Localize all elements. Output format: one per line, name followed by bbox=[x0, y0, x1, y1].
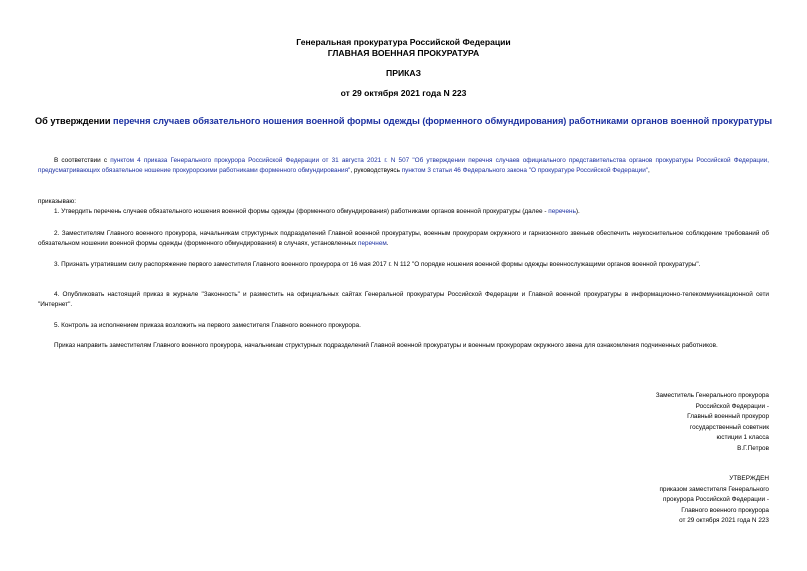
signature-line: Заместитель Генерального прокурора bbox=[655, 392, 769, 399]
doc-date: от 29 октября 2021 года N 223 bbox=[340, 88, 467, 98]
item-3: 3. Признать утратившим силу распоряжение первого заместителя Главного военного прокурора от 16 мая 2017 г. N 112 "О порядке ношения военной формы одежды военнослужащими органов военной прокуратуры". bbox=[54, 261, 701, 268]
item-2 bbox=[38, 229, 769, 249]
item-2-end: . bbox=[386, 239, 389, 247]
signature-block bbox=[560, 391, 769, 455]
signature-line: В.Г.Петров bbox=[737, 444, 769, 452]
title-prefix: Об утверждении bbox=[34, 116, 114, 126]
item-1 bbox=[38, 207, 769, 217]
signature-line: Российской Федерации - bbox=[695, 402, 769, 410]
signature-line: юстиции 1 класса bbox=[716, 434, 769, 442]
signature-line: Главный военный прокурор bbox=[687, 413, 769, 421]
item-1-text: 1. Утвердить перечень случаев обязательного ношения военной формы одежды (форменного обмундирования) работниками органов военной прокуратуры (далее - bbox=[54, 208, 549, 215]
preamble-text-3: , bbox=[648, 166, 650, 174]
preamble-paragraph bbox=[38, 156, 769, 176]
org-subname: ГЛАВНАЯ ВОЕННАЯ ПРОКУРАТУРА bbox=[327, 48, 480, 58]
item-1-end: ). bbox=[575, 208, 580, 215]
item-2-link[interactable]: перечнем bbox=[358, 239, 387, 247]
approval-line: приказом заместителя Генерального bbox=[659, 485, 769, 493]
approval-line: прокурора Российской Федерации - bbox=[663, 496, 769, 504]
title-link[interactable]: перечня случаев обязательного ношения военной формы одежды (форменного обмундирования) работниками органов военной прокуратуры bbox=[113, 116, 773, 126]
document-title bbox=[30, 116, 777, 126]
item-6: Приказ направить заместителям Главного военного прокурора, начальникам структурных подразделений Главной военной прокуратуры и военным прокурорам окружного звена для ознакомления подчиненных работников. bbox=[54, 342, 718, 349]
item-1-link[interactable]: перечень bbox=[548, 208, 576, 215]
preamble-text-1: В соответствии с bbox=[54, 157, 111, 164]
doc-type: ПРИКАЗ bbox=[386, 68, 421, 78]
approval-line: Главного военного прокурора bbox=[681, 506, 769, 514]
item-5: 5. Контроль за исполнением приказа возложить на первого заместителя Главного военного прокурора. bbox=[54, 322, 361, 329]
org-name: Генеральная прокуратура Российской Федерации bbox=[296, 37, 511, 47]
signature-line: государственный советник bbox=[689, 423, 769, 431]
approval-block bbox=[560, 474, 769, 527]
preamble-link-order[interactable]: пунктом 4 приказа Генерального прокурора Российской Федерации от 31 августа 2021 г. N 507 "Об утверждении перечня случаев официального представительства органов прокуратуры Российской Федерации, предусматривающих обязательное ношение прокурорскими работниками форменного обмундирования" bbox=[38, 157, 769, 174]
item-4: 4. Опубликовать настоящий приказ в журнале "Законность" и разместить на официальных сайтах Генеральной прокуратуры Российской Федерации и Главной военной прокуратуры в информационно-телекоммуникационной сети "Интернет". bbox=[38, 291, 769, 308]
order-word: приказываю: bbox=[38, 198, 76, 205]
preamble-link-law[interactable]: пунктом 3 статьи 46 Федерального закона "О прокуратуре Российской Федерации" bbox=[401, 166, 649, 174]
approval-line: от 29 октября 2021 года N 223 bbox=[679, 517, 769, 525]
approval-line: УТВЕРЖДЕН bbox=[729, 475, 769, 482]
item-2-text: 2. Заместителям Главного военного прокурора, начальникам структурных подразделений Главной военной прокуратуры, военным прокурорам окружного и гарнизонного звеньев обеспечить неукоснительное соблюдение требований об обязательном ношении военной формы одежды (форменного обмундирования) в случаях, установленных bbox=[38, 230, 769, 247]
preamble-text-2: , руководствуясь bbox=[350, 166, 402, 174]
